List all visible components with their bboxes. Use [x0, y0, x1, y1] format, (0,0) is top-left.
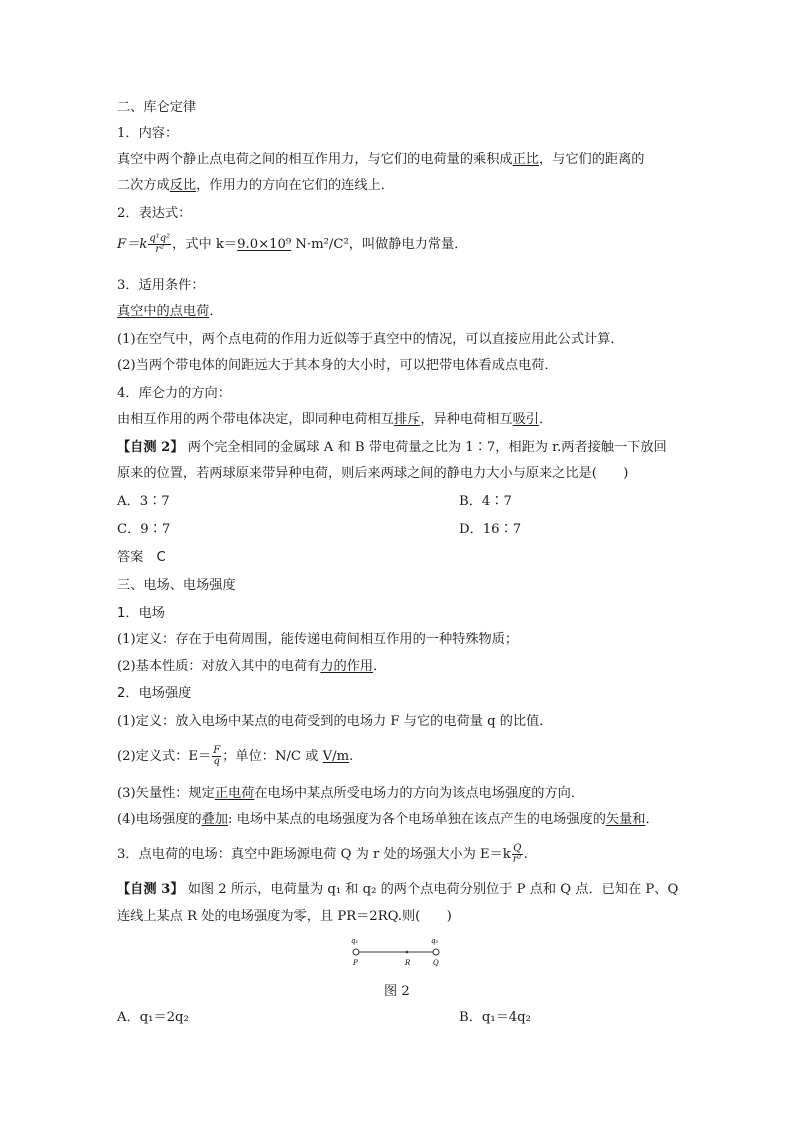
question-3-line-2: 连线上某点 R 处的电场强度为零，且 PR＝2RQ.则( )	[117, 909, 452, 924]
label-r: R	[405, 959, 411, 967]
question-2-line-1: 【自测 2】 两个完全相同的金属球 A 和 B 带电荷量之比为 1∶7，相距为 r.两者接触一下放回	[117, 440, 667, 455]
underlined-term: 点电荷	[169, 304, 210, 319]
section-title-electric-field: 三、电场、电场强度	[117, 578, 236, 593]
direction-line: 由相互作用的两个带电体决定，即同种电荷相互排斥，异种电荷相互吸引．	[117, 412, 553, 427]
label-q2: q₂	[431, 937, 439, 945]
underlined-term: V/m	[322, 749, 350, 764]
item-content-label: 1．内容：	[117, 126, 179, 141]
option-row-1	[117, 492, 512, 512]
label-q: Q	[433, 959, 439, 967]
formula-fraction: $\frac{\text{q¹q²}}{\text{r²}}$	[149, 233, 171, 255]
item-conditions-label: 3．适用条件：	[117, 278, 205, 293]
content-line-2: 二次方成反比，作用力的方向在它们的连线上．	[117, 178, 394, 193]
section-title-coulomb-law: 二、库仑定律	[117, 100, 197, 115]
item-expression-label: 2．表达式：	[117, 206, 192, 221]
option-row-q3	[117, 1008, 531, 1028]
question-2-line-2: 原来的位置，若两球原来带异种电荷，则后来两球之间的静电力大小与原来之比是( )	[117, 466, 629, 481]
item-intensity-label: 2．电场强度	[117, 686, 192, 701]
underlined-term: 排斥	[393, 412, 421, 427]
label-q1: q₁	[351, 937, 359, 945]
underlined-term: 反比	[169, 178, 197, 193]
condition-note-2: (2)当两个带电体的间距远大于其本身的大小时，可以把带电体看成点电荷．	[117, 358, 558, 373]
intensity-formula: (2)定义式：E＝ $\frac{F}{q}$ ；单位：N/C 或 V/m.	[117, 745, 354, 767]
figure-caption: 图 2	[384, 984, 410, 999]
field-property: (2)基本性质：对放入其中的电荷有力的作用．	[117, 659, 387, 674]
underlined-term: 矢量和	[605, 812, 646, 827]
condition-note-1: (1)在空气中，两个点电荷的作用力近似等于真空中的情况，可以直接应用此公式计算．	[117, 332, 624, 347]
field-definition: (1)定义：存在于电荷周围，能传递电荷间相互作用的一种特殊物质；	[117, 632, 519, 647]
underlined-term: 吸引	[512, 412, 539, 427]
intensity-definition: (1)定义：放入电场中某点的电荷受到的电场力 F 与它的电荷量 q 的比值．	[117, 714, 553, 729]
option-b: B．q₁＝4q₂	[459, 1010, 531, 1025]
question-tag: 【自测 2】	[117, 440, 184, 455]
question-3-line-1: 【自测 3】 如图 2 所示，电荷量为 q₁ 和 q₂ 的两个点电荷分别位于 P 点和 Q 点．已知在 P、Q	[117, 882, 679, 897]
charge-diagram	[345, 932, 445, 972]
intensity-vector: (3)矢量性：规定正电荷在电场中某点所受电场力的方向为该点电场强度的方向．	[117, 786, 585, 801]
point-charge-field: 3．点电荷的电场：真空中距场源电荷 Q 为 r 处的场强大小为 E＝k $\frac{Q}{\text{r²}}$ .	[117, 843, 528, 865]
intensity-superposition: (4)电场强度的叠加: 电场中某点的电场强度为各个电场单独在该点产生的电场强度的矢量和．	[117, 812, 659, 827]
option-a: A．3∶7	[117, 494, 170, 509]
underlined-term: 叠加	[201, 812, 228, 827]
conditions-line: 真空中的点电荷．	[117, 304, 223, 319]
answer-line: 答案 C	[117, 550, 166, 565]
underlined-term: 正比	[512, 152, 539, 167]
option-a: A．q₁＝2q₂	[117, 1010, 189, 1025]
underlined-term: 正电荷	[214, 786, 255, 801]
label-p: P	[353, 959, 358, 967]
item-direction-label: 4．库仑力的方向：	[117, 386, 231, 401]
item-field-label: 1．电场	[117, 606, 165, 621]
question-tag: 【自测 3】	[117, 882, 184, 897]
option-d: D．16∶7	[459, 522, 522, 537]
charge-q-circle	[433, 949, 439, 955]
formula-fraction: $\frac{Q}{\text{r²}}$	[512, 843, 522, 865]
content-line-1: 真空中两个静止点电荷之间的相互作用力，与它们的电荷量的乘积成正比，与它们的距离的	[117, 152, 645, 167]
option-b: B．4∶7	[459, 494, 512, 509]
option-c: C．9∶7	[117, 522, 171, 537]
point-r-dot	[406, 951, 409, 954]
coulomb-formula: F＝k $\frac{\text{q¹q²}}{\text{r²}}$ ，式中 k＝9.0×10⁹ N·m²/C²，叫做静电力常量．	[117, 233, 468, 255]
underlined-term: 力的作用	[320, 659, 374, 674]
option-row-2	[117, 520, 522, 540]
charge-p-circle	[353, 949, 359, 955]
constant-value: 9.0×10⁹	[237, 237, 292, 252]
formula-fraction: $\frac{F}{q}$	[213, 745, 221, 767]
